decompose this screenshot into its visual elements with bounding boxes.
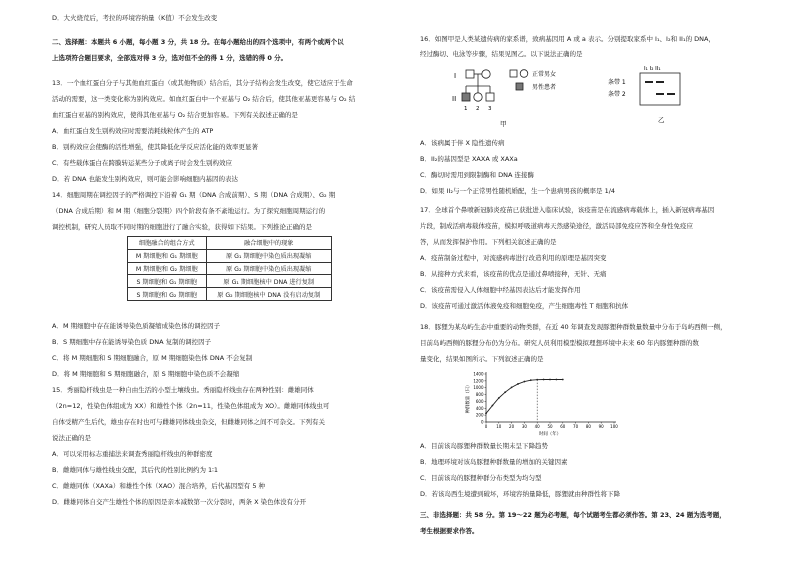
male-affected-symbol <box>462 93 470 101</box>
section2-header-line2: 上选项符合题目要求，全部选对得 3 分，选对但不全的得 1 分，选错的得 0 分。 <box>52 54 288 62</box>
figure-label: 乙 <box>658 116 665 124</box>
q18-option-b: B．地理环境对该岛豚狸种群数量的增加的关键因素 <box>420 458 568 466</box>
q14-option-b: B．S 期细胞中存在能诱导染色质 DNA 复制的调控因子 <box>52 338 212 346</box>
x-tick-label: 100 <box>610 424 618 429</box>
gel-band <box>667 93 675 95</box>
q17-option-d: D．该疫苗可通过激活体液免疫和细胞免疫，产生细胞毒性 T 细胞和抗体 <box>420 302 629 310</box>
q16-option-c: C．酶切时需用到限制酶和 DNA 连接酶 <box>420 171 534 179</box>
table-row <box>128 288 332 301</box>
section3-header-line1: 三、非选择题：共 58 分。第 19～22 题为必考题，每个试题考生都必须作答。第 23、24 题为选考题， <box>420 511 726 519</box>
y-tick-label: 1000 <box>473 385 484 391</box>
q17-option-b: B．从接种方式来看，该疫苗的优点是通过鼻喷接种，无针、无痛 <box>420 270 607 278</box>
q12-option-d: D．大火烧荒后，考拉的环境容纳量（K值）不会发生改变 <box>52 14 218 22</box>
table-cell: 原 G₁ 期细胞中染色质出现凝缩 <box>206 249 332 262</box>
y-tick-label: 400 <box>475 405 484 411</box>
table-row <box>128 275 332 288</box>
legend-normal-label: 正常男女 <box>532 71 557 78</box>
table-cell: 原 G₁ 期细胞核中 DNA 进行复制 <box>206 275 332 288</box>
table-row <box>128 262 332 275</box>
individual-number: 1 <box>464 106 468 112</box>
q18-stem-line1: 18．豚狸为某岛屿生态中重要的动物类群，在近 40 年调查发现豚狸种群数量数量中分布于岛屿西侧一侧， <box>420 323 727 331</box>
table-cell: S 期细胞和 G₂ 期细胞 <box>128 288 207 301</box>
y-axis-label: 种群数量（只） <box>466 382 471 414</box>
population-chart <box>464 368 624 438</box>
q16-stem-line1: 16．如图甲是人类某遗传病的家系谱，致病基因用 A 或 a 表示。分别提取家系中 I₁、I₂和 II₁的 DNA， <box>420 35 715 43</box>
q13-option-b: B．别构效应会使酶的活性增强，使其降低化学反应活化能的效率更显著 <box>52 143 258 151</box>
q15-option-c: C．雌雄同体（XAXa）和雄性个体（XAO）混合培养，后代基因型有 5 种 <box>52 482 266 490</box>
table-cell: 原 G₂ 期细胞中染色质出现凝缩 <box>206 262 332 275</box>
q13-stem-line1: 13．一个血红蛋白分子与其他血红蛋白（或其他物质）结合后，其分子结构会发生改变，使它适应于生命 <box>52 79 353 87</box>
legend-male-affected <box>516 83 523 90</box>
x-tick-label: 40 <box>534 424 540 429</box>
individual-number: 2 <box>476 106 480 112</box>
q14-option-a: A．M 期细胞中存在能诱导染色质凝缩成染色体的调控因子 <box>52 322 221 330</box>
q15-stem-line3: 自体受精产生后代，雄虫存在时也可与雌雄同体线虫杂交，但雌雄同体之间不可杂交。下列有关 <box>52 418 325 426</box>
individual-number: 3 <box>488 106 492 112</box>
y-tick-label: 1400 <box>473 371 484 377</box>
y-tick-label: 1200 <box>473 378 484 384</box>
gel-band <box>645 81 653 83</box>
band-label-1: 条带 1 <box>608 79 626 86</box>
q14-option-d: D．将 M 期细胞和 S 期细胞融合，原 S 期细胞中染色质不会凝缩 <box>52 370 240 378</box>
gel-band <box>656 93 664 95</box>
table-row <box>128 249 332 262</box>
q17-option-c: C．该疫苗需侵入人体细胞中经基因表达后才能发挥作用 <box>420 286 581 294</box>
male-normal-symbol <box>486 93 494 101</box>
chart-ticks <box>473 372 618 430</box>
x-tick-label: 30 <box>521 424 527 429</box>
table-cell: S 期细胞和 G₁ 期细胞 <box>128 275 207 288</box>
figure-label: 甲 <box>500 120 507 128</box>
q15-option-b: B．雌雄同体与雄性线虫交配，其后代的性别比例约为 1∶1 <box>52 466 218 474</box>
x-tick-label: 60 <box>560 424 566 429</box>
q15-option-a: A．可以采用标志重捕法来调查秀丽隐杆线虫的种群密度 <box>52 450 213 458</box>
q18-stem-line2: 目前岛屿西侧的豚狸分布仍为分布。研究人员利用模型模拟理想环境中未来 60 年内豚狸种群的数 <box>420 339 699 347</box>
male-normal-symbol <box>466 70 474 78</box>
q17-stem-line2: 片段，制成活病毒载体疫苗，模拟呼吸道病毒天然感染途径，激活局部免疫应答和全身性免疫应 <box>420 222 693 230</box>
q15-option-d: D．雌雄同体自交产生雄性个体的原因是亲本减数第一次分裂时，两条 X 染色体没有分开 <box>52 498 307 506</box>
population-series-line <box>486 379 563 413</box>
x-tick-label: 70 <box>573 424 579 429</box>
y-tick-label: 0 <box>480 419 484 425</box>
x-axis-label: 时间（年） <box>539 432 561 437</box>
x-tick-label: 90 <box>598 424 604 429</box>
q13-stem-line2: 活动的需要，这一类变化称为别构效应。如血红蛋白中一个亚基与 O₂ 结合后，使其他亚基更容易与 O₂ 结 <box>52 95 356 103</box>
q16-option-a: A．该病属于伴 X 隐性遗传病 <box>420 139 505 147</box>
gel-frame <box>640 73 680 105</box>
q13-option-d: D．若 DNA 也能发生别构效应，则可能会影响细胞内基因的表达 <box>52 175 238 183</box>
y-tick-label: 600 <box>475 398 484 404</box>
q17-option-a: A．疫苗制备过程中，对流感病毒进行改造利用的原理是基因突变 <box>420 254 607 262</box>
table-cell: 原 G₂ 期细胞核中 DNA 没有启动复制 <box>206 288 332 301</box>
q16-option-b: B．II₂的基因型是 XAXA 或 XAXa <box>420 155 518 163</box>
table-header-cell: 细胞融合的组合方式 <box>128 237 207 250</box>
generation-label: I <box>454 72 457 80</box>
gel-lane-labels: I₁ I₂ II₁ <box>644 66 661 72</box>
x-tick-label: 20 <box>509 424 515 429</box>
q14-stem-line3: 调控机制，研究人员取不同时期的细胞进行了融合实验，获得如下结果。下列推论正确的是 <box>52 223 312 231</box>
table-cell: M 期细胞和 G₂ 期细胞 <box>128 262 207 275</box>
q14-table <box>127 236 332 301</box>
y-tick-label: 800 <box>475 392 484 398</box>
x-tick-label: 80 <box>585 424 591 429</box>
x-tick-label: 50 <box>547 424 553 429</box>
section2-header-line1: 二、选择题：本题共 6 小题，每小题 3 分，共 18 分。在每小题给出的四个选项中，有两个或两个以 <box>52 38 344 46</box>
female-normal-symbol <box>482 70 490 78</box>
legend-affected-label: 男性患者 <box>532 84 557 91</box>
q14-stem-line1: 14．细胞周期在调控因子的严格调控下沿着 G₁ 期（DNA 合成前期）、S 期（DNA 合成期）、G₂ 期 <box>52 191 336 199</box>
band-label-2: 条带 2 <box>608 91 626 98</box>
female-normal-symbol <box>474 93 482 101</box>
section3-header-line2: 考生根据要求作答。 <box>420 527 479 535</box>
table-header-row <box>128 237 332 250</box>
table-cell: M 期细胞和 G₁ 期细胞 <box>128 249 207 262</box>
q15-stem-line1: 15．秀丽隐杆线虫是一种自由生活的小型土壤线虫。秀丽隐杆线虫存在两种性别：雌雄同体 <box>52 386 314 394</box>
q18-option-d: D．若该岛西生境遭到破坏，环境容纳量降低，豚狸就由种群性将下降 <box>420 490 621 498</box>
x-tick-label: 0 <box>484 424 488 429</box>
q17-stem-line3: 答，从而发挥保护作用。下列相关叙述正确的是 <box>420 238 557 246</box>
x-tick-label: 10 <box>496 424 502 429</box>
generation-label: II <box>452 95 457 103</box>
q13-stem-line3: 血红蛋白亚基的别构效应，使得其他亚基与 O₂ 结合更加容易。下列有关叙述正确的是 <box>52 111 298 119</box>
electrophoresis-gel <box>608 60 698 132</box>
y-tick-label: 200 <box>475 412 484 418</box>
q14-option-c: C．将 M 期细胞和 S 期细胞融合，原 M 期细胞染色体 DNA 不会复制 <box>52 354 253 362</box>
q17-stem-line1: 17．全球首个鼻喷新冠肺炎疫苗已获批进入临床试验，该疫苗是在流感病毒载体上，插入新冠病毒基因 <box>420 206 715 214</box>
pedigree-chart <box>452 64 582 130</box>
q18-stem-line3: 量变化，结果如图所示。下列叙述正确的是 <box>420 355 544 363</box>
legend-female-normal <box>520 70 528 78</box>
q18-option-c: C．目前该岛的豚狸种群分布类型为均匀型 <box>420 474 542 482</box>
q16-option-d: D．如果 II₂与一个正常男性随机婚配，生一个患病男孩的概率是 1/4 <box>420 187 616 195</box>
table-header-cell: 融合细胞中的现象 <box>206 237 332 250</box>
q14-stem-line2: （DNA 合成后期）和 M 期（细胞分裂期）四个阶段有条不紊地运行。为了探究细胞周期运行的 <box>52 207 326 215</box>
q13-option-a: A．血红蛋白发生别构效应时需要消耗线粒体产生的 ATP <box>52 127 214 135</box>
q16-stem-line2: 经过酶切、电泳等步骤，结果见图乙。以下说法正确的是 <box>420 50 583 58</box>
gel-band <box>656 81 664 83</box>
q18-option-a: A．目前该岛豚狸种群数量长期未呈下降趋势 <box>420 442 548 450</box>
legend-male-normal <box>510 70 517 77</box>
q13-option-c: C．有些载体蛋白在跨膜转运某些分子或离子时会发生别构效应 <box>52 159 233 167</box>
q15-stem-line2: （2n=12，性染色体组成为 XX）和雄性个体（2n=11，性染色体组成为 XO）。雌雄同体线虫可 <box>52 402 330 410</box>
q15-stem-line4: 说法正确的是 <box>52 434 91 442</box>
